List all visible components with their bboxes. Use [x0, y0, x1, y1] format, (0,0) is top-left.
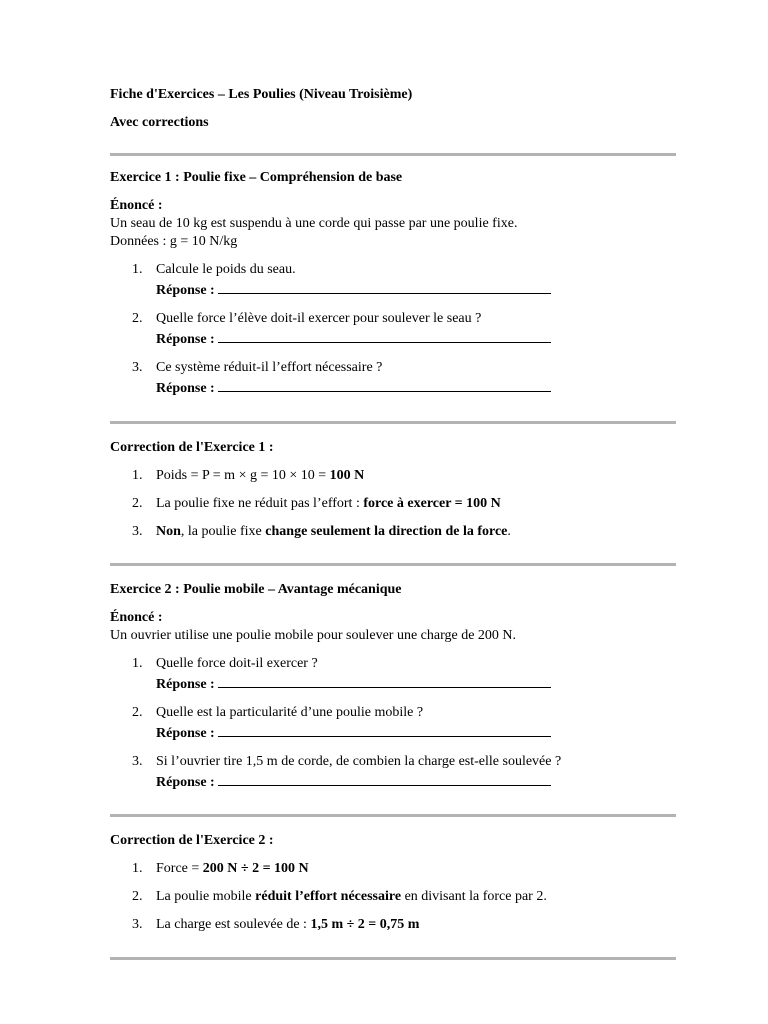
answer-label: Réponse : [156, 283, 215, 298]
item-number: 2. [132, 889, 143, 904]
correction-result: 200 N ÷ 2 = 100 N [202, 861, 309, 876]
answer-line[interactable] [218, 279, 551, 294]
correction-2-list [110, 860, 676, 934]
statement-label: Énoncé : [110, 198, 163, 213]
correction-result: réduit l’effort nécessaire [255, 889, 402, 904]
statement-label: Énoncé : [110, 610, 163, 625]
statement-text: Un seau de 10 kg est suspendu à une corde qui passe par une poulie fixe. [110, 216, 518, 231]
answer-label: Réponse : [156, 726, 215, 741]
statement-data: Données : g = 10 N/kg [110, 234, 238, 249]
exercise-1-heading: Exercice 1 : Poulie fixe – Compréhension de base [110, 170, 403, 185]
question-item [110, 359, 676, 398]
correction-result: change seulement la direction de la force [265, 524, 508, 539]
section-divider [110, 957, 676, 960]
question-number: 3. [132, 360, 143, 375]
correction-item [110, 888, 676, 906]
correction-text: La poulie fixe ne réduit pas l’effort : [156, 496, 364, 511]
section-divider [110, 814, 676, 817]
correction-text-end: . [507, 524, 511, 539]
exercise-2-statement [110, 609, 676, 645]
correction-1-list [110, 467, 676, 541]
question-item [110, 261, 676, 300]
question-number: 1. [132, 656, 143, 671]
question-item [110, 753, 676, 792]
correction-item [110, 467, 676, 485]
correction-2-heading: Correction de l'Exercice 2 : [110, 833, 274, 848]
statement-text: Un ouvrier utilise une poulie mobile pour soulever une charge de 200 N. [110, 628, 517, 643]
exercise-2-questions [110, 655, 676, 792]
correction-result: force à exercer = 100 N [363, 496, 501, 511]
answer-line[interactable] [218, 771, 551, 786]
item-number: 1. [132, 861, 143, 876]
correction-item [110, 916, 676, 934]
question-text: Si l’ouvrier tire 1,5 m de corde, de combien la charge est-elle soulevée ? [156, 754, 562, 769]
answer-line[interactable] [218, 328, 551, 343]
item-number: 3. [132, 524, 143, 539]
section-divider [110, 153, 676, 156]
answer-label: Réponse : [156, 381, 215, 396]
question-number: 3. [132, 754, 143, 769]
question-item [110, 310, 676, 349]
question-text: Calcule le poids du seau. [156, 262, 296, 277]
correction-item [110, 860, 676, 878]
correction-answer: Non [156, 524, 181, 539]
question-item [110, 655, 676, 694]
correction-text: La charge est soulevée de : [156, 917, 311, 932]
item-number: 3. [132, 917, 143, 932]
correction-item [110, 495, 676, 513]
exercise-2-heading: Exercice 2 : Poulie mobile – Avantage mécanique [110, 582, 402, 597]
document-subtitle: Avec corrections [110, 115, 209, 130]
correction-result: 100 N [329, 468, 365, 483]
question-number: 1. [132, 262, 143, 277]
answer-label: Réponse : [156, 677, 215, 692]
answer-line[interactable] [218, 377, 551, 392]
exercise-1-questions [110, 261, 676, 398]
document-title: Fiche d'Exercices – Les Poulies (Niveau Troisième) [110, 87, 413, 102]
document-content [110, 86, 676, 960]
section-divider [110, 563, 676, 566]
question-item [110, 704, 676, 743]
question-number: 2. [132, 311, 143, 326]
question-number: 2. [132, 705, 143, 720]
correction-text: La poulie mobile [156, 889, 256, 904]
answer-line[interactable] [218, 673, 551, 688]
correction-text: Poids = P = m × g = 10 × 10 = [156, 468, 330, 483]
answer-label: Réponse : [156, 775, 215, 790]
question-text: Quelle force doit-il exercer ? [156, 656, 318, 671]
exercise-1-statement [110, 197, 676, 251]
answer-line[interactable] [218, 722, 551, 737]
correction-result: 1,5 m ÷ 2 = 0,75 m [310, 917, 420, 932]
correction-text: Force = [156, 861, 203, 876]
correction-text-end: en divisant la force par 2. [401, 889, 547, 904]
answer-label: Réponse : [156, 332, 215, 347]
item-number: 2. [132, 496, 143, 511]
item-number: 1. [132, 468, 143, 483]
section-divider [110, 421, 676, 424]
question-text: Quelle force l’élève doit-il exercer pour soulever le seau ? [156, 311, 482, 326]
correction-text: , la poulie fixe [180, 524, 266, 539]
question-text: Quelle est la particularité d’une poulie mobile ? [156, 705, 424, 720]
correction-1-heading: Correction de l'Exercice 1 : [110, 440, 274, 455]
correction-item [110, 523, 676, 541]
question-text: Ce système réduit-il l’effort nécessaire ? [156, 360, 383, 375]
